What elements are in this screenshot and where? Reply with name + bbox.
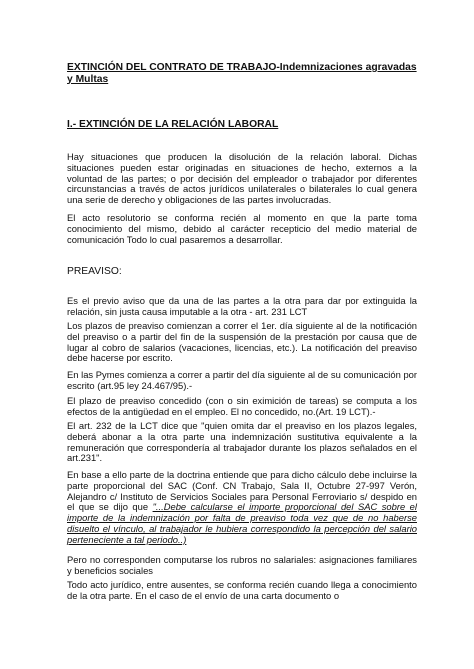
preaviso-paragraph-1: Es el previo aviso que da una de las partes a la otra para dar por extinguida la relación, sin justa causa imputable a la otra - art. 231 LCT bbox=[67, 295, 417, 317]
preaviso-paragraph-5: El art. 232 de la LCT dice que "quien omita dar el preaviso en los plazos legales, deberá abonar a la otra parte una indemnización sustitutiva equivalente a la remuneración que correspondería al trabajador durante los plazos señalados en el art.231". bbox=[67, 420, 417, 464]
closing-paragraph-1: Pero no corresponden computarse los rubros no salariales: asignaciones familiares y beneficios sociales bbox=[67, 554, 417, 576]
preaviso-label: PREAVISO: bbox=[67, 266, 122, 277]
intro-paragraph-2: El acto resolutorio se conforma recién al momento en que la parte toma conocimiento del mismo, debido al carácter recepticio del medio material de comunicación Todo lo cual pasaremos a desarrollar. bbox=[67, 212, 417, 245]
preaviso-paragraph-2: Los plazos de preaviso comienzan a correr el 1er. día siguiente al de la notificación del preaviso o a partir del fin de la suspensión de la prestación por causa que de lugar al cobro de salarios (vacaciones, licencias, etc.). La notificación del preaviso debe hacerse por escrito. bbox=[67, 320, 417, 364]
doctrine-text: En base a ello parte de la doctrina entiende que para dicho cálculo debe incluirse la parte proporcional del SAC (Conf. CN Trabajo, Sala II, Octubre 27-997 Verón, Alejandro c/ Instituto de Servicios Sociales para Personal Ferroviario s/ despido en el que se dijo que bbox=[67, 469, 417, 513]
preaviso-paragraph-3: En las Pymes comienza a correr a partir del día siguiente al de su comunicación por escrito (art.95 ley 24.467/95).- bbox=[67, 369, 417, 391]
intro-paragraph-1: Hay situaciones que producen la disolución de la relación laboral. Dichas situaciones pueden estar originadas en situaciones de hecho, externos a la voluntad de las partes; o por decisión del empleador o trabajador por diferentes circunstancias a través de actos jurídicos unilaterales o bilaterales lo cual genera una serie de derecho y obligaciones de las partes involucradas. bbox=[67, 151, 417, 206]
preaviso-paragraph-4: El plazo de preaviso concedido (con o sin eximición de tareas) se computa a los efectos de la antigüedad en el empleo. El no concedido, no.(Art. 19 LCT).- bbox=[67, 395, 417, 417]
doctrine-quote: "...Debe calcularse el importe proporcional del SAC sobre el importe de la indemnización por falta de preaviso toda vez que de no haberse disuelto el vínculo, al trabajador le hubiera correspondido la percepción del salario perteneciente a tal periodo..) bbox=[67, 501, 417, 545]
doctrine-paragraph bbox=[67, 470, 417, 546]
document-title: EXTINCIÓN DEL CONTRATO DE TRABAJO-Indemnizaciones agravadas y Multas bbox=[67, 62, 417, 85]
closing-paragraph-2: Todo acto jurídico, entre ausentes, se conforma recién cuando llega a conocimiento de la otra parte. En el caso de el envío de una carta documento o bbox=[67, 579, 417, 601]
section-heading: I.- EXTINCIÓN DE LA RELACIÓN LABORAL bbox=[67, 119, 279, 130]
